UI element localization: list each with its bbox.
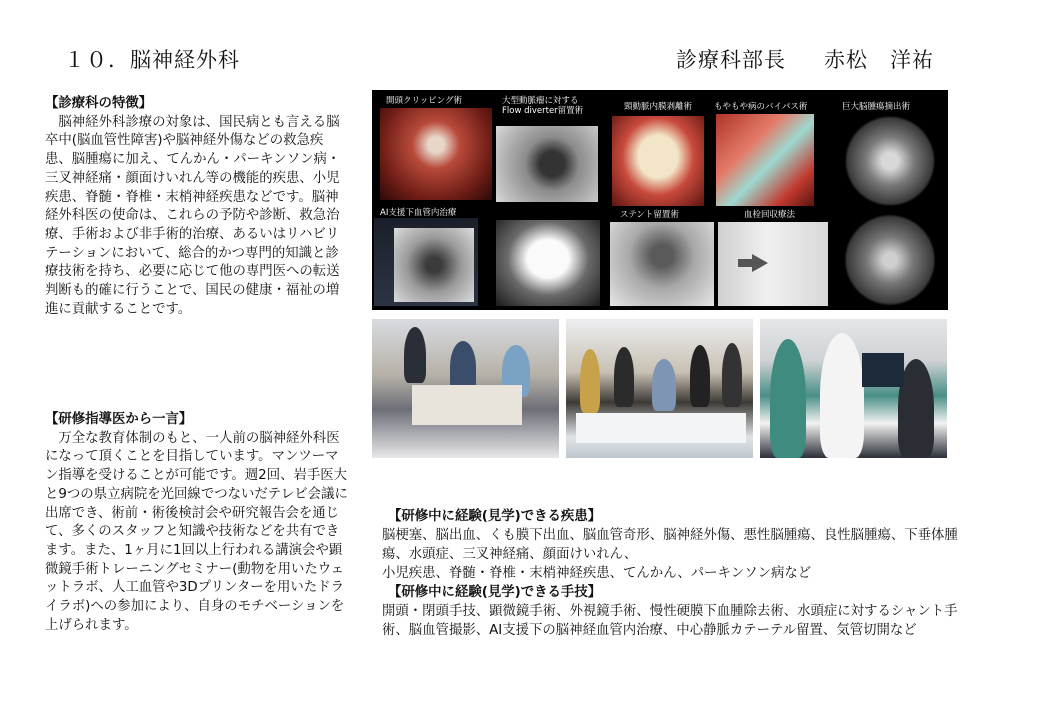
department-head xyxy=(676,44,934,74)
features-heading: 【診療科の特徴】 xyxy=(45,96,153,111)
diseases-line-1: 脳梗塞、脳出血、くも膜下出血、脳血管奇形、脳神経外傷、悪性脳腫瘍、良性脳腫瘍、下垂体腫瘍、水頭症、三叉神経痛、顔面けいれん、 xyxy=(382,528,958,562)
training-seminar-photo-1 xyxy=(372,319,559,458)
instructor-message-heading: 【研修指導医から一言】 xyxy=(45,412,193,427)
flow-diverter-image xyxy=(496,126,598,202)
stent-image xyxy=(496,220,600,306)
diseases-heading: 【研修中に経験(見学)できる疾患】 xyxy=(388,509,602,524)
instructor-message-body: 万全な教育体制のもと、一人前の脳神経外科医になって頂くことを目指しています。マンツーマン指導を受けることが可能です。週2回、岩手医大と9つの県立病院を光回線でつないだテレビ会議に出席でき、術前・術後検討会や研究報告会を通じて、多くのスタッフと知識や技術などを共有できます。また、1ヶ月に1回以上行われる講演会や顕微鏡手術トレーニングセミナー(動物を用いたウェットラボ、人工血管や3Dプリンターを用いたドライラボ)への参加により、自身のモチベーションを上げられます。 xyxy=(45,430,348,633)
procedures-body: 開頭・閉頭手技、顕微鏡手術、外視鏡手術、慢性硬膜下血腫除去術、水頭症に対するシャント手術、脳血管撮影、AI支援下の脳神経血管内治療、中心静脈カテーテル留置、気管切開など xyxy=(382,604,958,638)
clipping-surgery-image xyxy=(380,108,492,200)
caption-thrombectomy: 血栓回収療法 xyxy=(744,210,796,220)
caption-cea: 頸動脈内膜剥離術 xyxy=(624,102,693,112)
caption-ai: AI支援下血管内治療 xyxy=(380,208,457,218)
page-title: １０．脳神経外科 xyxy=(64,48,240,72)
department-head-role: 診療科部長 xyxy=(676,48,786,72)
diseases-line-2: 小児疾患、脊髄・脊椎・末梢神経疾患、てんかん、パーキンソン病など xyxy=(382,566,812,581)
department-head-name: 赤松 洋祐 xyxy=(824,48,934,72)
features-body: 脳神経外科診療の対象は、国民病とも言える脳卒中(脳血管性障害)や脳神経外傷などの救急疾患、脳腫瘍に加え、てんかん・パーキンソン病・三叉神経痛・顔面けいれん等の機能的疾患、小児疾患、脊髄・脊椎・末梢神経疾患などです。脳神経外科医の使命は、これらの予防や診断、救急治療、手術および非手術的治療、あるいはリハビリテーションにおいて、総合的かつ専門的知識と診療技術を持ち、必要に応じて他の専門医への転送判断も的確に行うことで、国民の健康・福祉の増進に貢献することです。 xyxy=(45,114,341,317)
training-seminar-photo-3 xyxy=(760,319,947,458)
tumor-mri-image-1 xyxy=(838,116,942,206)
training-seminar-photo-2 xyxy=(566,319,753,458)
clinical-image-collage xyxy=(372,90,948,310)
ai-assisted-endovascular-image xyxy=(374,218,478,306)
bypass-surgery-image xyxy=(716,114,814,206)
experience-section xyxy=(382,507,967,640)
stent-angiogram-image xyxy=(610,222,714,306)
tumor-mri-image-2 xyxy=(838,214,942,306)
caption-tumor: 巨大脳腫瘍摘出術 xyxy=(842,102,911,112)
arrow-right-icon xyxy=(752,254,768,272)
caption-clipping: 開頭クリッピング術 xyxy=(386,96,462,106)
procedures-heading: 【研修中に経験(見学)できる手技】 xyxy=(388,585,602,600)
caption-moyamoya: もやもや病のバイパス術 xyxy=(714,102,808,112)
caption-flow-diverter: 大型動脈瘤に対する Flow diverter留置術 xyxy=(502,96,584,116)
cea-surgery-image xyxy=(612,116,704,206)
instructor-message-section xyxy=(45,411,350,635)
features-section xyxy=(45,95,350,319)
thrombectomy-angiogram-image xyxy=(718,222,828,306)
caption-stent: ステント留置術 xyxy=(620,210,679,220)
